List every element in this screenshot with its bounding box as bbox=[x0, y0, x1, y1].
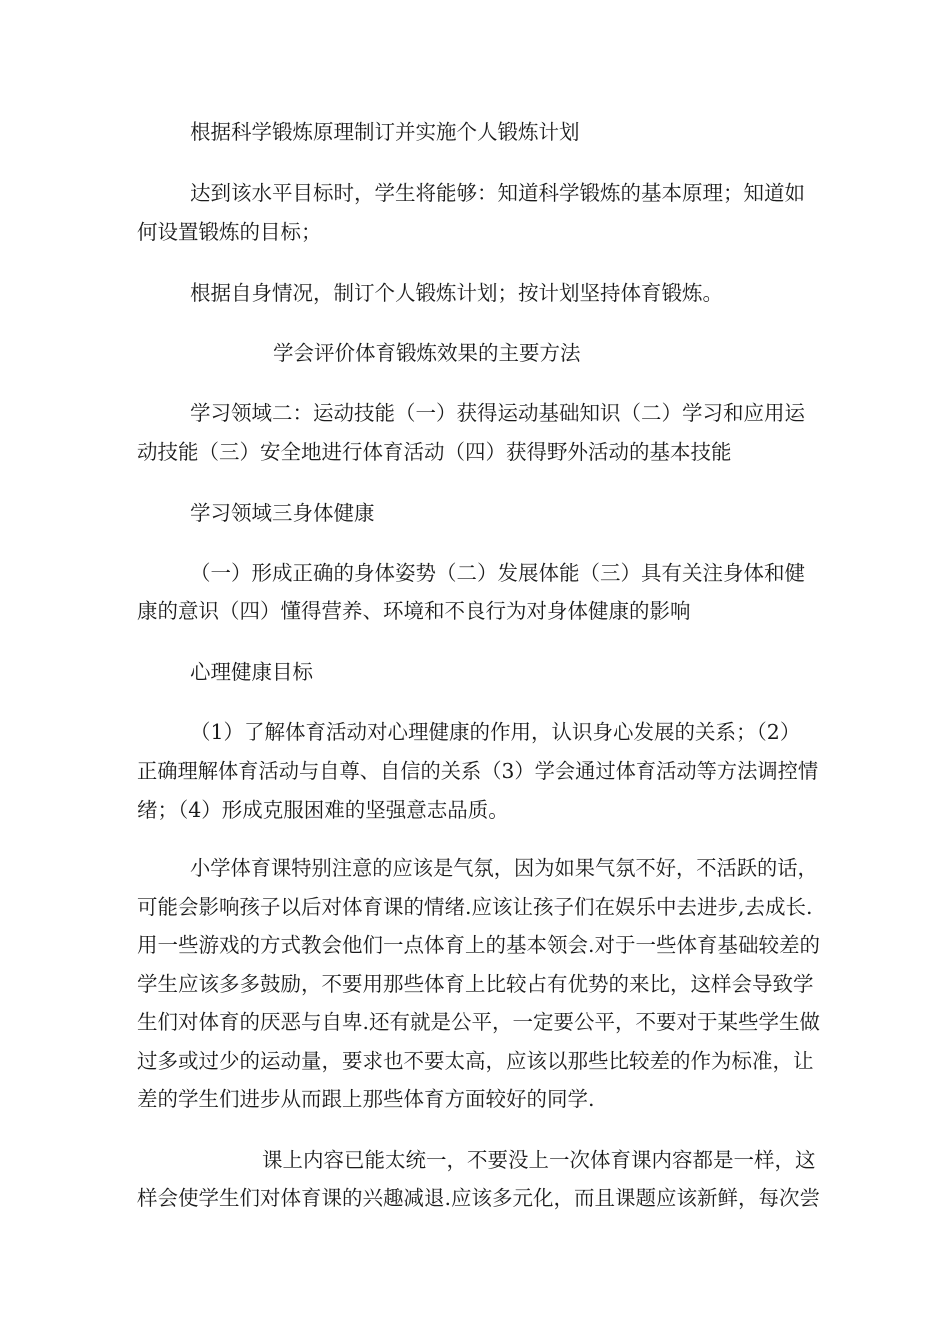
text-line: 绪；（4）形成克服困难的坚强意志品质。 bbox=[137, 798, 509, 822]
text-line: 心理健康目标 bbox=[190, 660, 313, 684]
text-line: 过多或过少的运动量，要求也不要太高，应该以那些比较差的作为标准，让 bbox=[137, 1049, 814, 1073]
text-line: 动技能（三）安全地进行体育活动（四）获得野外活动的基本技能 bbox=[137, 440, 732, 464]
text-line: 何设置锻炼的目标； bbox=[137, 220, 322, 244]
text-line: 样会使学生们对体育课的兴趣减退.应该多元化，而且课题应该新鲜，每次尝 bbox=[137, 1186, 821, 1210]
text-line: （1）了解体育活动对心理健康的作用，认识身心发展的关系；（2） bbox=[190, 720, 801, 744]
text-line: 根据科学锻炼原理制订并实施个人锻炼计划 bbox=[190, 120, 580, 144]
text-line: 课上内容已能太统一，不要没上一次体育课内容都是一样，这 bbox=[262, 1148, 816, 1172]
text-line: 生们对体育的厌恶与自卑.还有就是公平，一定要公平，不要对于某些学生做 bbox=[137, 1010, 821, 1034]
text-line: 差的学生们进步从而跟上那些体育方面较好的同学. bbox=[137, 1087, 595, 1111]
text-line: 学生应该多多鼓励，不要用那些体育上比较占有优势的来比，这样会导致学 bbox=[137, 972, 814, 996]
text-line: 小学体育课特别注意的应该是气氛，因为如果气氛不好，不活跃的话， bbox=[190, 856, 818, 880]
text-line: 学习领域三身体健康 bbox=[190, 501, 375, 525]
text-line: 学会评价体育锻炼效果的主要方法 bbox=[273, 341, 581, 365]
text-line: （一）形成正确的身体姿势（二）发展体能（三）具有关注身体和健 bbox=[190, 561, 805, 585]
text-line: 根据自身情况，制订个人锻炼计划；按计划坚持体育锻炼。 bbox=[190, 281, 723, 305]
text-line: 用一些游戏的方式教会他们一点体育上的基本领会.对于一些体育基础较差的 bbox=[137, 933, 821, 957]
text-line: 正确理解体育活动与自尊、自信的关系（3）学会通过体育活动等方法调控情 bbox=[137, 759, 819, 783]
text-line: 康的意识（四）懂得营养、环境和不良行为对身体健康的影响 bbox=[137, 599, 691, 623]
text-line: 达到该水平目标时，学生将能够：知道科学锻炼的基本原理；知道如 bbox=[190, 181, 805, 205]
text-line: 学习领域二：运动技能（一）获得运动基础知识（二）学习和应用运 bbox=[190, 401, 805, 425]
text-line: 可能会影响孩子以后对体育课的情绪.应该让孩子们在娱乐中去进步,去成长. bbox=[137, 895, 813, 919]
